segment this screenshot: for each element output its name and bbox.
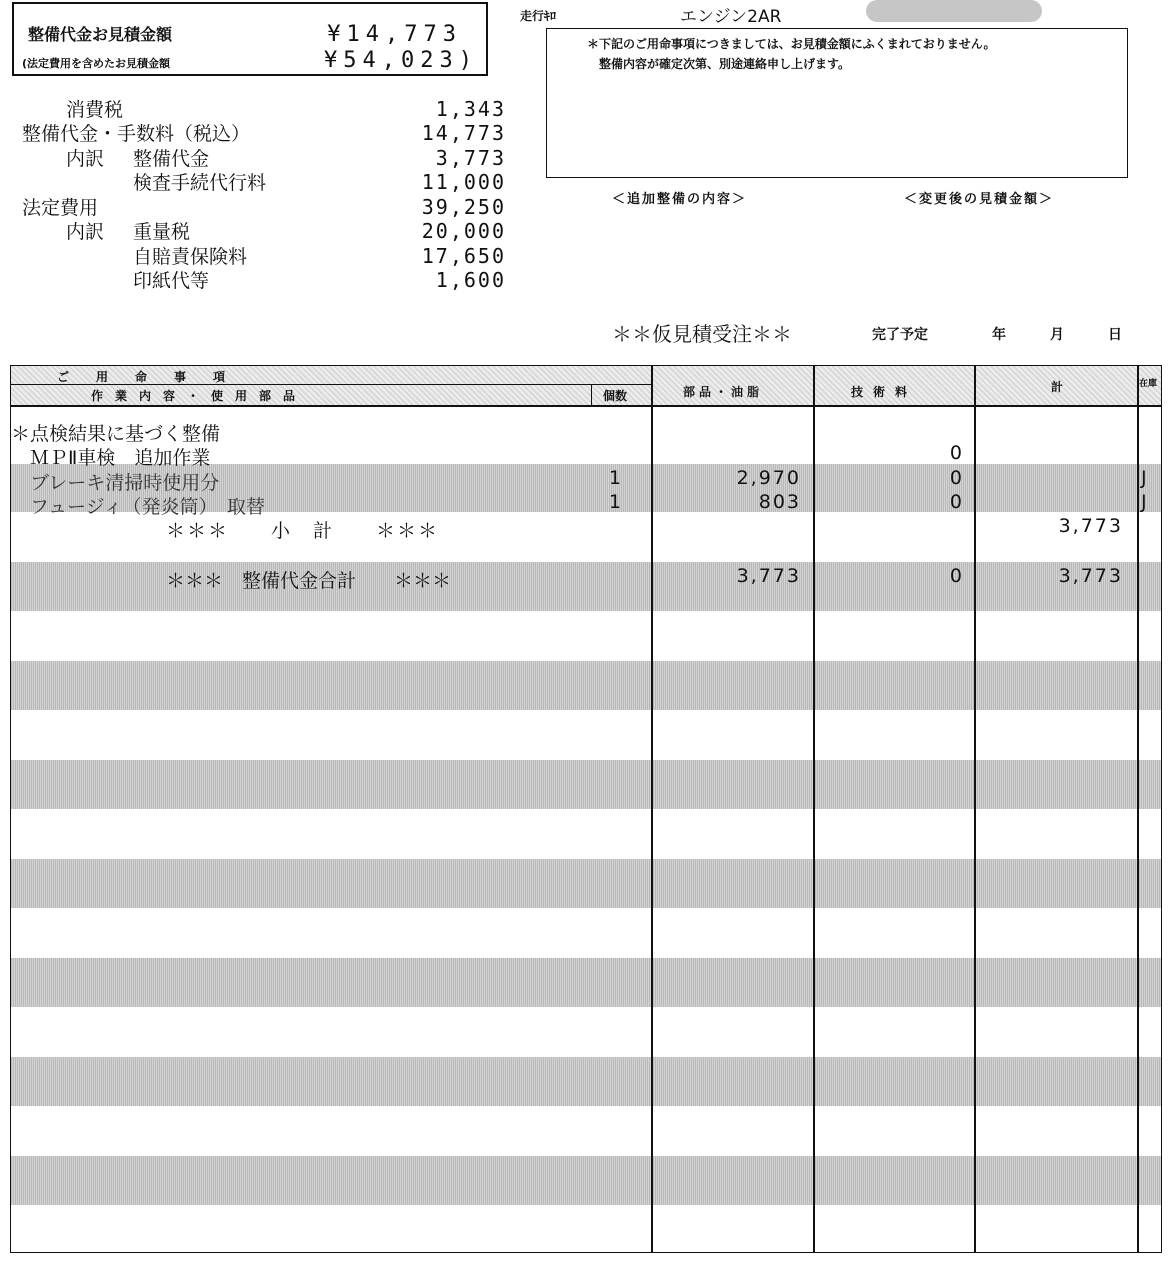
header-divider [11, 405, 1161, 407]
estimate-total-amount: ¥54,023) [324, 48, 478, 73]
col-divider [974, 366, 976, 1252]
estimate-main-amount: ¥14,773 [327, 22, 462, 47]
header-sub-label: 作 業 内 容 ・ 使 用 部 品 [91, 389, 296, 403]
subtotal-value: 3,773 [1058, 515, 1123, 537]
insurance-label: 自賠責保険料 [133, 246, 248, 268]
row-tech: 0 [949, 442, 964, 464]
fee-total-label: 整備代金・手数料（税込） [22, 123, 251, 145]
stamp-fee-value: 1,600 [435, 268, 506, 292]
row-stock: J [1141, 491, 1147, 513]
header-top-label: ご 用 命 事 項 [57, 370, 227, 384]
grand-total-value: 3,773 [1058, 565, 1123, 587]
estimate-main-label: 整備代金お見積金額 [28, 25, 173, 44]
additional-work-heading: ＜追加整備の内容＞ [612, 192, 748, 207]
qty-divider [591, 384, 592, 406]
fee-total-value: 14,773 [421, 121, 506, 145]
legal-cost-label: 法定費用 [22, 197, 99, 219]
year-label: 年 [992, 327, 1006, 343]
col-qty-header: 個数 [603, 389, 628, 403]
work-items-table [10, 365, 1162, 1253]
row-stripe [11, 958, 1161, 1007]
row-desc: ＊点検結果に基づく整備 [11, 423, 221, 445]
inspection-fee-label: 検査手続代行料 [133, 172, 267, 194]
row-parts: 2,970 [736, 467, 801, 489]
col-divider [813, 366, 815, 1252]
estimate-sub-label: (法定費用を含めたお見積金額 [22, 57, 171, 70]
estimate-box [12, 2, 488, 76]
breakdown-label: 内訳 [66, 148, 105, 170]
col-total-header: 計 [1051, 380, 1064, 394]
legal-cost-value: 39,250 [421, 195, 506, 219]
row-stripe [11, 760, 1161, 809]
col-divider [651, 366, 653, 1252]
row-parts: 803 [758, 491, 801, 513]
row-stripe [11, 1057, 1161, 1106]
row-stock: J [1141, 467, 1147, 489]
grand-total-parts: 3,773 [736, 565, 801, 587]
row-stripe [11, 1156, 1161, 1205]
grand-total-label: ＊＊＊ 整備代金合計 ＊＊＊ [166, 570, 452, 592]
col-divider [1137, 366, 1139, 1252]
grand-total-tech: 0 [949, 565, 964, 587]
changed-amount-heading: ＜変更後の見積金額＞ [904, 192, 1055, 207]
row-stripe [11, 859, 1161, 908]
col-tech-header: 技術料 [851, 385, 918, 399]
row-desc: ＭＰⅡ車検 追加作業 [11, 447, 211, 469]
row-desc: フュージィ（発炎筒） 取替 [11, 496, 266, 518]
maintenance-fee-label: 整備代金 [133, 148, 210, 170]
weight-tax-value: 20,000 [421, 219, 506, 243]
tax-label: 消費税 [66, 99, 124, 121]
tax-value: 1,343 [435, 97, 506, 121]
engine-label: エンジン2AR [680, 7, 782, 27]
row-tech: 0 [949, 467, 964, 489]
insurance-value: 17,650 [421, 244, 506, 268]
col-stock-header: 在庫 [1139, 379, 1158, 389]
completion-label: 完了予定 [872, 327, 928, 343]
notice-line-1: ＊下記のご用命事項につきましては、お見積金額にふくまれておりません。 [587, 37, 996, 51]
mileage-label: 走行ｷﾛ [520, 9, 557, 23]
maintenance-fee-value: 3,773 [435, 146, 506, 170]
breakdown-label: 内訳 [66, 221, 105, 243]
weight-tax-label: 重量税 [133, 221, 191, 243]
provisional-order-label: ＊＊仮見積受注＊＊ [612, 322, 792, 346]
redaction-mark [866, 0, 1042, 22]
col-parts-header: 部品・油脂 [683, 385, 764, 399]
inspection-fee-value: 11,000 [421, 170, 506, 194]
row-tech: 0 [949, 491, 964, 513]
subtotal-label: ＊＊＊ 小 計 ＊＊＊ [166, 520, 440, 542]
row-stripe [11, 661, 1161, 710]
notice-box [546, 28, 1128, 178]
stamp-fee-label: 印紙代等 [133, 270, 210, 292]
month-label: 月 [1050, 327, 1064, 343]
row-qty: 1 [608, 467, 623, 489]
row-qty: 1 [608, 491, 623, 513]
row-desc: ブレーキ清掃時使用分 [11, 472, 220, 494]
notice-line-2: 整備内容が確定次第、別途連絡申し上げます。 [599, 57, 851, 71]
day-label: 日 [1108, 327, 1122, 343]
